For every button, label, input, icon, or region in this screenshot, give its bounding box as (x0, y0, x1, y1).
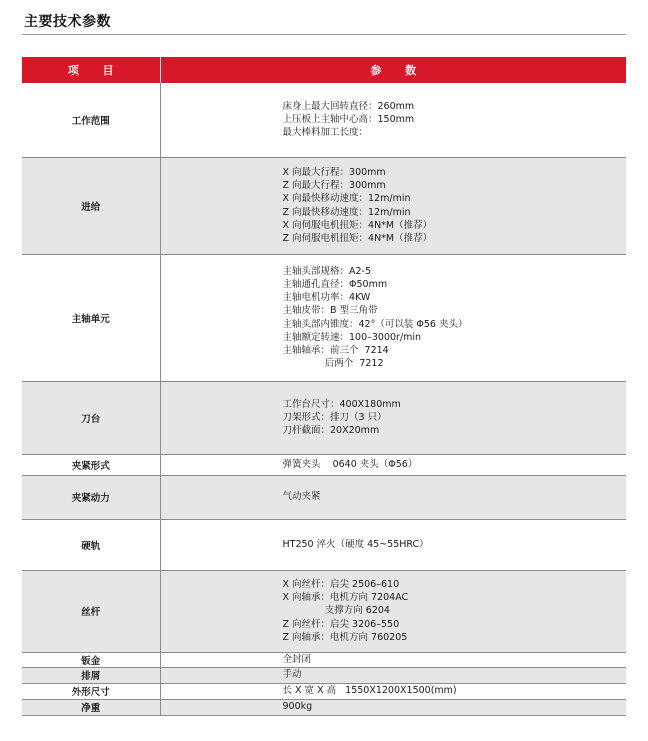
value-line: 900kg (282, 701, 313, 713)
row-value (160, 699, 626, 715)
row-value (160, 570, 626, 652)
value-line: X 向轴承：电机方向 7204AC (282, 592, 409, 604)
spec-table (22, 57, 626, 716)
table-row (22, 699, 626, 715)
table-row (22, 683, 626, 699)
value-line: 主轴额定转速：100–3000r/min (282, 331, 422, 343)
table-row (22, 83, 626, 157)
row-value (160, 157, 626, 254)
value-line: X 向最快移动速度：12m/min (282, 193, 411, 205)
table-row (22, 157, 626, 254)
value-line: 工作台尺寸：400X180mm (282, 398, 401, 410)
value-line: HT250 淬火（硬度 45~55HRC） (282, 538, 429, 550)
value-line: 最大棒料加工长度： (282, 127, 369, 139)
row-label: 净重 (22, 699, 160, 715)
value-line: 主轴电机功率：4KW (282, 292, 371, 304)
table-row (22, 570, 626, 652)
value-line: 床身上最大回转直径：260mm (282, 100, 415, 112)
value-line: 后两个 7212 (282, 358, 384, 370)
value-line: 手动 (282, 669, 302, 681)
row-label: 工作范围 (22, 83, 160, 157)
row-label: 夹紧形式 (22, 454, 160, 475)
row-value (160, 475, 626, 519)
table-header-row (22, 57, 626, 83)
row-label: 刀台 (22, 381, 160, 454)
row-value (160, 381, 626, 454)
row-label: 主轴单元 (22, 254, 160, 381)
table-row (22, 652, 626, 667)
row-label: 进给 (22, 157, 160, 254)
value-line: X 向最大行程：300mm (282, 166, 386, 178)
table-row (22, 454, 626, 475)
row-value (160, 254, 626, 381)
row-label: 钣金 (22, 652, 160, 667)
value-line: 刀架形式：排刀（3 只） (282, 411, 387, 423)
row-label: 外形尺寸 (22, 683, 160, 699)
page-title: 主要技术参数 (24, 14, 111, 30)
table-row (22, 519, 626, 570)
value-line: 气动夹紧 (282, 491, 321, 503)
value-line: 主轴通孔直径：Φ50mm (282, 278, 388, 290)
table-row (22, 475, 626, 519)
row-value (160, 652, 626, 667)
value-line: 主轴头部规格：A2-5 (282, 265, 372, 277)
value-line: 刀杆截面：20X20mm (282, 425, 380, 437)
header-param: 参 数 (160, 57, 626, 83)
row-value (160, 519, 626, 570)
value-line: 主轴头部内锥度：42°（可以装 Φ56 夹头） (282, 318, 468, 330)
row-label: 排屑 (22, 667, 160, 683)
value-line: 上压板上主轴中心高：150mm (282, 114, 415, 126)
row-label: 丝杆 (22, 570, 160, 652)
value-line: Z 向轴承：电机方向 760205 (282, 631, 408, 643)
header-item: 项 目 (22, 57, 160, 83)
value-line: Z 向伺服电机扭矩：4N*M（推荐） (282, 232, 433, 244)
value-line: 长 X 宽 X 高 1550X1200X1500(mm) (282, 685, 457, 697)
value-line: Z 向最大行程：300mm (282, 180, 386, 192)
value-line: 主轴轴承：前三个 7214 (282, 344, 389, 356)
value-line: Z 向最快移动速度：12m/min (282, 206, 411, 218)
value-line: 全封闭 (282, 653, 312, 665)
table-row (22, 381, 626, 454)
value-line: X 向丝杆：启尖 2506–610 (282, 578, 400, 590)
row-value (160, 454, 626, 475)
title-divider (22, 34, 626, 35)
row-label: 硬轨 (22, 519, 160, 570)
value-line: 弹簧夹头 0640 夹头（Φ56） (282, 458, 418, 470)
value-line: 主轴皮带：B 型三角带 (282, 305, 378, 317)
row-value (160, 667, 626, 683)
value-line: 支撑方向 6204 (282, 605, 390, 617)
row-label: 夹紧动力 (22, 475, 160, 519)
value-line: X 向伺服电机扭矩：4N*M（推荐） (282, 219, 433, 231)
row-value (160, 83, 626, 157)
value-line: Z 向丝杆：启尖 3206–550 (282, 618, 400, 630)
table-row (22, 667, 626, 683)
row-value (160, 683, 626, 699)
table-row (22, 254, 626, 381)
